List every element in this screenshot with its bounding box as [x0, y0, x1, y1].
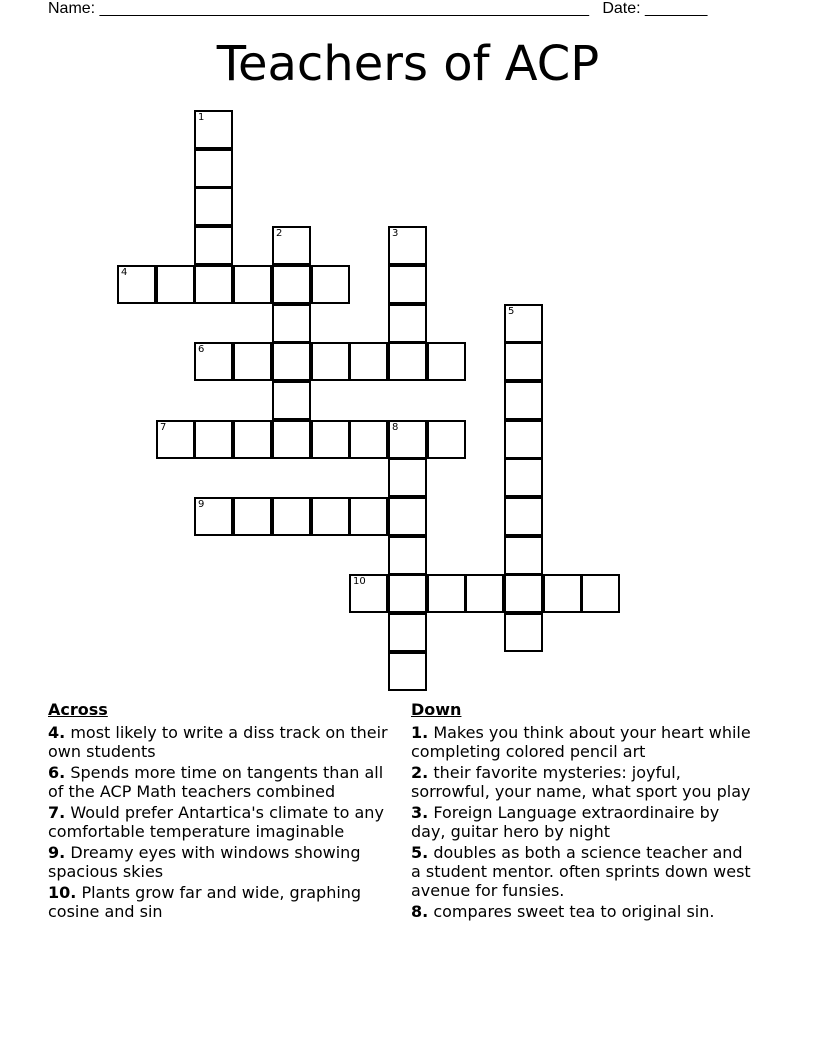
- grid-cell[interactable]: [504, 304, 543, 343]
- name-blank[interactable]: _______________________________________________________: [99, 0, 589, 17]
- grid-cell[interactable]: [388, 458, 427, 497]
- clue-across-4: [48, 723, 393, 761]
- clue-number: 9.: [48, 843, 66, 862]
- grid-cell[interactable]: [388, 226, 427, 265]
- clue-text: most likely to write a diss track on their own students: [48, 723, 388, 761]
- clue-text: Spends more time on tangents than all of the ACP Math teachers combined: [48, 763, 384, 801]
- across-heading: Across: [48, 700, 108, 719]
- grid-cell[interactable]: [194, 110, 233, 149]
- clue-text: doubles as both a science teacher and a student mentor. often sprints down west avenue for funsies.: [411, 843, 751, 900]
- clue-across-10: [48, 883, 393, 921]
- clue-down-3: [411, 803, 756, 841]
- page-title: Teachers of ACP: [216, 36, 600, 92]
- clue-across-7: [48, 803, 393, 841]
- cell-number: 6: [198, 344, 205, 355]
- cell-number: 3: [392, 228, 399, 239]
- grid-cell[interactable]: [427, 420, 466, 459]
- grid-cell[interactable]: [465, 574, 504, 613]
- grid-cell[interactable]: [194, 265, 233, 304]
- grid-cell[interactable]: [194, 226, 233, 265]
- clue-number: 7.: [48, 803, 66, 822]
- clue-text: Foreign Language extraordinaire by day, guitar hero by night: [411, 803, 720, 841]
- clue-number: 5.: [411, 843, 429, 862]
- grid-cell[interactable]: [233, 342, 272, 381]
- clue-number: 8.: [411, 902, 429, 921]
- grid-cell[interactable]: [194, 342, 233, 381]
- cell-number: 9: [198, 499, 205, 510]
- grid-cell[interactable]: [194, 420, 233, 459]
- grid-cell[interactable]: [311, 342, 350, 381]
- clue-number: 3.: [411, 803, 429, 822]
- grid-cell[interactable]: [194, 497, 233, 536]
- grid-cell[interactable]: [156, 265, 195, 304]
- grid-cell[interactable]: [194, 187, 233, 226]
- clue-text: Makes you think about your heart while completing colored pencil art: [411, 723, 751, 761]
- grid-cell[interactable]: [272, 304, 311, 343]
- date-label: Date:: [602, 0, 641, 17]
- grid-cell[interactable]: [272, 342, 311, 381]
- grid-cell[interactable]: [194, 149, 233, 188]
- grid-cell[interactable]: [427, 574, 466, 613]
- date-blank[interactable]: _______: [645, 0, 708, 17]
- grid-cell[interactable]: [311, 265, 350, 304]
- grid-cell[interactable]: [349, 574, 388, 613]
- clue-number: 6.: [48, 763, 66, 782]
- grid-cell[interactable]: [388, 574, 427, 613]
- cell-number: 1: [198, 112, 205, 123]
- clue-down-5: [411, 843, 756, 900]
- grid-cell[interactable]: [117, 265, 156, 304]
- grid-cell[interactable]: [388, 652, 427, 691]
- grid-cell[interactable]: [233, 497, 272, 536]
- clue-number: 1.: [411, 723, 429, 742]
- grid-cell[interactable]: [504, 536, 543, 575]
- down-clues: [411, 700, 756, 923]
- clue-text: compares sweet tea to original sin.: [433, 902, 715, 921]
- grid-cell[interactable]: [504, 613, 543, 652]
- grid-cell[interactable]: [233, 420, 272, 459]
- across-clues: [48, 700, 393, 923]
- grid-cell[interactable]: [388, 342, 427, 381]
- clue-number: 2.: [411, 763, 429, 782]
- clue-text: Plants grow far and wide, graphing cosine and sin: [48, 883, 362, 921]
- clue-text: their favorite mysteries: joyful, sorrowful, your name, what sport you play: [411, 763, 751, 801]
- clue-text: Dreamy eyes with windows showing spacious skies: [48, 843, 361, 881]
- grid-cell[interactable]: [272, 420, 311, 459]
- name-label: Name:: [48, 0, 96, 17]
- grid-cell[interactable]: [388, 497, 427, 536]
- grid-cell[interactable]: [311, 420, 350, 459]
- clue-number: 10.: [48, 883, 77, 902]
- grid-cell[interactable]: [543, 574, 582, 613]
- name-date-line: [48, 0, 707, 18]
- cell-number: 7: [160, 422, 167, 433]
- grid-cell[interactable]: [388, 265, 427, 304]
- grid-cell[interactable]: [581, 574, 620, 613]
- grid-cell[interactable]: [504, 381, 543, 420]
- grid-cell[interactable]: [272, 497, 311, 536]
- clue-across-9: [48, 843, 393, 881]
- grid-cell[interactable]: [388, 420, 427, 459]
- clue-down-8: [411, 902, 756, 921]
- clue-text: Would prefer Antartica's climate to any comfortable temperature imaginable: [48, 803, 384, 841]
- grid-cell[interactable]: [504, 497, 543, 536]
- clue-across-6: [48, 763, 393, 801]
- grid-cell[interactable]: [272, 381, 311, 420]
- grid-cell[interactable]: [156, 420, 195, 459]
- grid-cell[interactable]: [388, 613, 427, 652]
- clue-number: 4.: [48, 723, 66, 742]
- grid-cell[interactable]: [349, 497, 388, 536]
- grid-cell[interactable]: [388, 304, 427, 343]
- grid-cell[interactable]: [504, 420, 543, 459]
- clue-down-1: [411, 723, 756, 761]
- cell-number: 4: [121, 267, 128, 278]
- grid-cell[interactable]: [388, 536, 427, 575]
- clue-down-2: [411, 763, 756, 801]
- grid-cell[interactable]: [349, 342, 388, 381]
- grid-cell[interactable]: [311, 497, 350, 536]
- grid-cell[interactable]: [504, 458, 543, 497]
- grid-cell[interactable]: [272, 226, 311, 265]
- grid-cell[interactable]: [504, 342, 543, 381]
- cell-number: 2: [276, 228, 283, 239]
- grid-cell[interactable]: [349, 420, 388, 459]
- cell-number: 5: [508, 306, 515, 317]
- grid-cell[interactable]: [504, 574, 543, 613]
- down-heading: Down: [411, 700, 462, 719]
- grid-cell[interactable]: [233, 265, 272, 304]
- cell-number: 10: [353, 576, 366, 587]
- grid-cell[interactable]: [272, 265, 311, 304]
- grid-cell[interactable]: [427, 342, 466, 381]
- cell-number: 8: [392, 422, 399, 433]
